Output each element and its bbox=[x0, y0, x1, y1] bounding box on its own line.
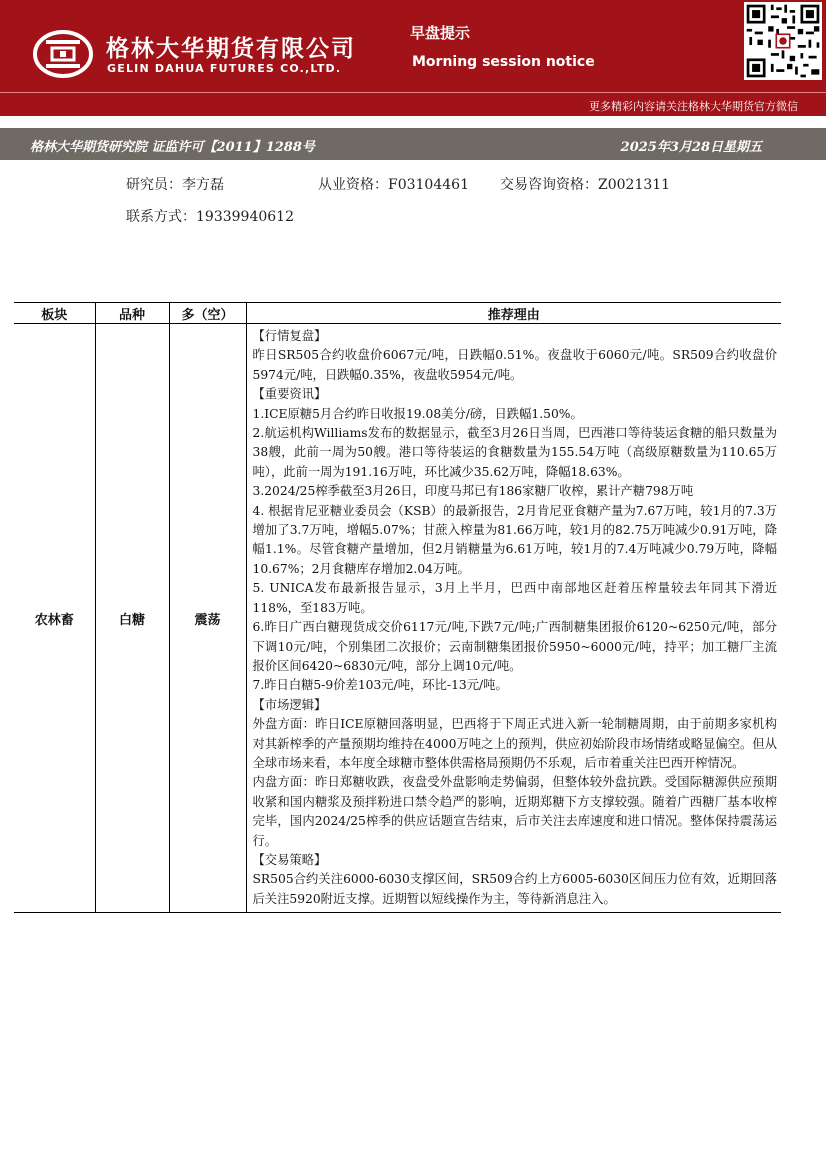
direction-cell: 震荡 bbox=[169, 324, 246, 913]
header-direction: 多（空） bbox=[169, 303, 246, 324]
table-row bbox=[14, 324, 781, 913]
recommendation-table bbox=[14, 302, 781, 913]
researcher-name: 研究员：李方磊 bbox=[126, 177, 224, 193]
table-header-row bbox=[14, 303, 781, 324]
company-name-cn: 格林大华期货有限公司 bbox=[106, 36, 356, 62]
researcher-qualification: 从业资格：F03104461 bbox=[318, 177, 469, 193]
reason-paragraph: 1.ICE原糖5月合约昨日收报19.08美分/磅，日跌幅1.50%。 bbox=[252, 406, 583, 421]
reason-cell bbox=[246, 324, 781, 913]
header-sector: 板块 bbox=[14, 303, 95, 324]
reason-paragraph: 4. 根据肯尼亚糖业委员会（KSB）的最新报告，2月肯尼亚食糖产量为7.67万吨，较1月的7.3万增加了3.7万吨，增幅5.07%；甘蔗入榨量为81.66万吨，较1月的82.75万吨减少0.91万吨，降幅1.1%。尽管食糖产量增加，但2月销糖量为6.61万吨，较1月的7.4万吨减少0.79万吨，降幅10.67%；2月食糖库存增加2.04万吨。 bbox=[252, 503, 777, 576]
section-heading: 【重要资讯】 bbox=[252, 387, 327, 402]
wechat-follow-note: 更多精彩内容请关注格林大华期货官方微信 bbox=[589, 100, 798, 113]
section-heading: 【交易策略】 bbox=[252, 852, 327, 867]
reason-paragraph: 5. UNICA发布最新报告显示，3月上半月，巴西中南部地区赶着压榨量较去年同其下滑近118%，至183万吨。 bbox=[252, 581, 777, 615]
institute-license: 格林大华期货研究院 证监许可【2011】1288号 bbox=[30, 140, 315, 155]
header-variety: 品种 bbox=[95, 303, 169, 324]
reason-paragraph: 外盘方面：昨日ICE原糖回落明显，巴西将于下周正式进入新一轮制糖周期，由于前期多家机构对其新榨季的产量预期均维持在4000万吨之上的预判，供应初始阶段市场情绪或略显偏空。但从全球市场来看，本年度全球糖市整体供需格局预期仍不乐观，后市着重关注巴西开榨情况。 bbox=[252, 717, 777, 770]
reason-paragraph: 6.昨日广西白糖现货成交价6117元/吨,下跌7元/吨;广西制糖集团报价6120~6250元/吨，部分下调10元/吨，个别集团二次报价；云南制糖集团报价5950~6000元/吨，持平；加工糖厂主流报价区间6420~6830元/吨，部分上调10元/吨。 bbox=[252, 620, 777, 673]
report-date: 2025年3月28日星期五 bbox=[620, 140, 762, 155]
section-heading: 【市场逻辑】 bbox=[252, 697, 327, 712]
researcher-contact: 联系方式：19339940612 bbox=[126, 209, 294, 225]
variety-cell: 白糖 bbox=[95, 324, 169, 913]
reason-paragraph: 昨日SR505合约收盘价6067元/吨，日跌幅0.51%。夜盘收于6060元/吨。SR509合约收盘价5974元/吨，日跌幅0.35%，夜盘收5954元/吨。 bbox=[252, 348, 777, 382]
company-name-en: GELIN DAHUA FUTURES CO.,LTD. bbox=[107, 62, 342, 75]
company-logo-icon bbox=[32, 29, 94, 79]
reason-paragraph: 2.航运机构Williams发布的数据显示，截至3月26日当周，巴西港口等待装运食糖的船只数量为38艘，此前一周为50艘。港口等待装运的食糖数量为155.54万吨（高级原糖数量为110.65万吨），此前一周为191.16万吨，环比减少35.62万吨，降幅18.63%。 bbox=[252, 426, 777, 479]
wechat-qr-code-icon[interactable] bbox=[744, 2, 822, 80]
sector-cell: 农林畜 bbox=[14, 324, 95, 913]
section-heading: 【行情复盘】 bbox=[252, 329, 327, 343]
header-gap bbox=[0, 116, 826, 128]
notice-title-en: Morning session notice bbox=[412, 54, 595, 70]
reason-paragraph: 7.昨日白糖5-9价差103元/吨，环比-13元/吨。 bbox=[252, 678, 508, 693]
header-banner bbox=[0, 0, 826, 116]
reason-paragraph: 3.2024/25榨季截至3月26日，印度马邦已有186家糖厂收榨，累计产糖798万吨 bbox=[252, 484, 694, 499]
notice-title-cn: 早盘提示 bbox=[410, 24, 471, 42]
reason-paragraph: SR505合约关注6000-6030支撑区间，SR509合约上方6005-6030区间压力位有效，近期回落后关注5920附近支撑。近期暂以短线操作为主，等待新消息注入。 bbox=[252, 872, 777, 906]
header-reason: 推荐理由 bbox=[246, 303, 781, 324]
researcher-consult-qualification: 交易咨询资格：Z0021311 bbox=[500, 177, 671, 193]
reason-paragraph: 内盘方面：昨日郑糖收跌，夜盘受外盘影响走势偏弱，但整体较外盘抗跌。受国际糖源供应预期收紧和国内糖浆及预拌粉进口禁令趋严的影响，近期郑糖下方支撑较强。随着广西糖厂基本收榨完毕，国内2024/25榨季的供应话题宣告结束，后市关注去库速度和进口情况。整体保持震荡运行。 bbox=[252, 775, 777, 848]
header-divider bbox=[0, 92, 826, 93]
